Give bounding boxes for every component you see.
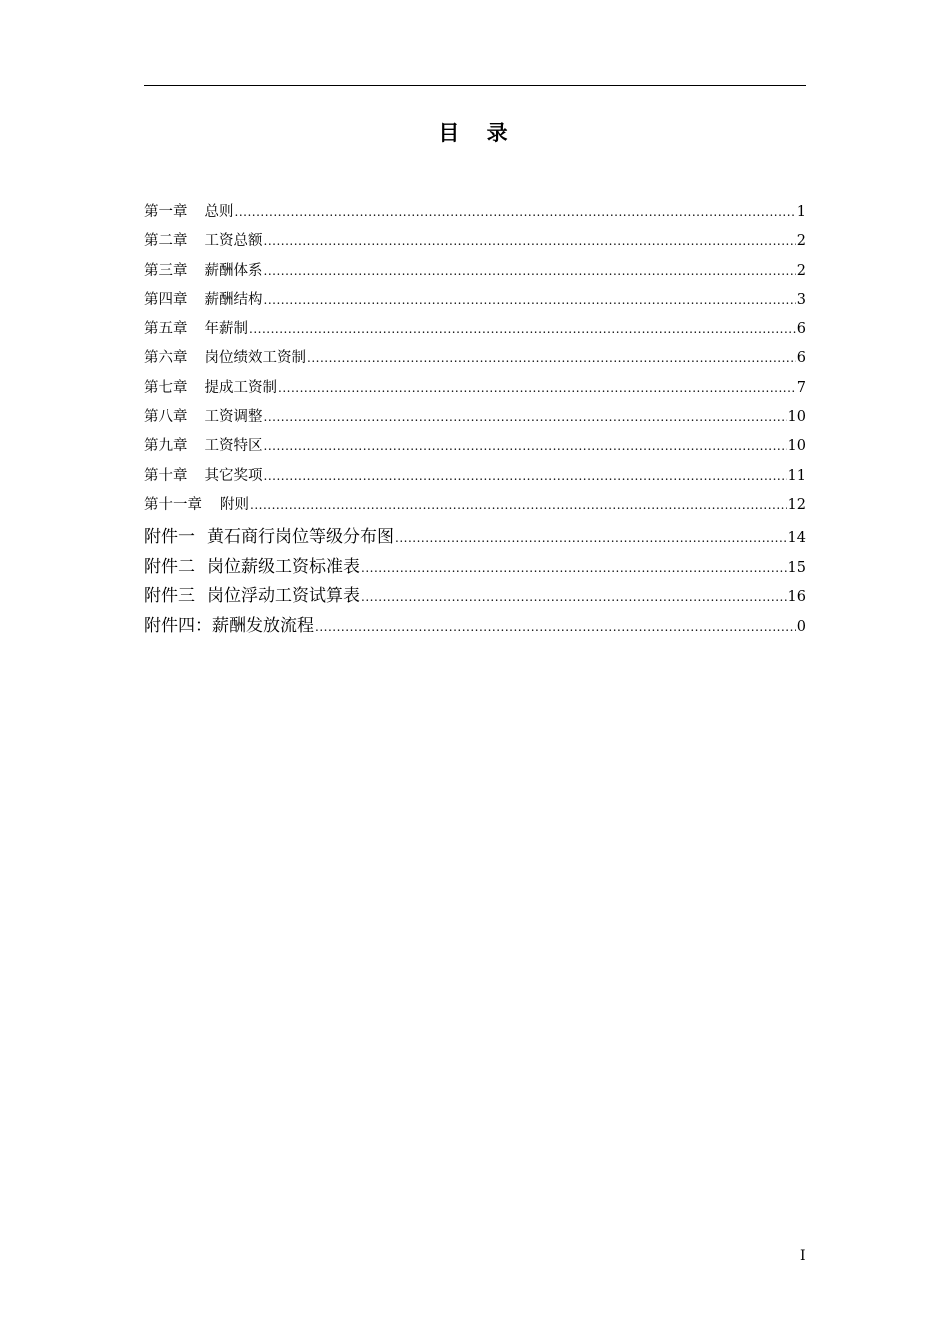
toc-entry[interactable] bbox=[144, 317, 806, 346]
toc-heading: 其它奖项 bbox=[204, 467, 263, 484]
toc-heading: 总则 bbox=[204, 204, 234, 220]
toc-dot-leader bbox=[235, 205, 796, 219]
toc-page-number: 1 bbox=[796, 204, 806, 220]
toc-chapter-label: 附件二 bbox=[144, 556, 195, 577]
toc-entry[interactable] bbox=[144, 434, 806, 463]
toc-page-number: 6 bbox=[796, 350, 806, 367]
toc-chapter-label: 第五章 bbox=[144, 321, 188, 338]
header-rule bbox=[144, 85, 806, 86]
toc-entry[interactable] bbox=[144, 200, 806, 229]
toc-heading: 岗位浮动工资试算表 bbox=[207, 586, 360, 607]
toc-entry[interactable] bbox=[144, 346, 806, 375]
toc-page-number: 0 bbox=[796, 619, 806, 636]
toc-entry[interactable] bbox=[144, 259, 806, 288]
toc-dot-leader bbox=[315, 620, 796, 634]
toc-entry[interactable] bbox=[144, 611, 806, 641]
toc-title: 目 录 bbox=[438, 121, 518, 145]
toc-entry[interactable] bbox=[144, 581, 806, 611]
toc-dot-leader bbox=[361, 590, 787, 604]
toc-chapter-label: 第八章 bbox=[144, 409, 188, 426]
toc-heading: 工资特区 bbox=[204, 438, 263, 455]
toc-dot-leader bbox=[307, 351, 796, 365]
footer-page-number: I bbox=[800, 1248, 806, 1264]
toc-dot-leader bbox=[278, 381, 796, 395]
toc-list bbox=[144, 200, 806, 641]
toc-page-number: 2 bbox=[796, 262, 806, 279]
toc-heading: 薪酬发放流程 bbox=[212, 616, 314, 637]
toc-chapter-label: 第十章 bbox=[144, 467, 188, 484]
toc-dot-leader bbox=[264, 469, 787, 483]
toc-page-number: 11 bbox=[787, 467, 806, 484]
toc-page-number: 2 bbox=[796, 233, 806, 250]
toc-page-number: 16 bbox=[787, 589, 806, 606]
toc-page-number: 7 bbox=[796, 379, 806, 396]
toc-page-number: 6 bbox=[796, 321, 806, 338]
toc-dot-leader bbox=[361, 561, 787, 575]
toc-heading: 黄石商行岗位等级分布图 bbox=[207, 527, 394, 548]
toc-heading: 年薪制 bbox=[204, 321, 248, 338]
toc-chapter-label: 第一章 bbox=[144, 204, 188, 220]
toc-heading: 岗位薪级工资标准表 bbox=[207, 556, 360, 577]
toc-entry[interactable] bbox=[144, 405, 806, 434]
toc-page-number: 3 bbox=[796, 291, 806, 308]
toc-entry[interactable] bbox=[144, 229, 806, 258]
toc-chapter-label: 第十一章 bbox=[144, 496, 202, 513]
toc-dot-leader bbox=[249, 322, 796, 336]
toc-chapter-label: 附件三 bbox=[144, 586, 195, 607]
toc-chapter-label: 第四章 bbox=[144, 291, 188, 308]
toc-entry[interactable] bbox=[144, 552, 806, 582]
toc-entry[interactable] bbox=[144, 288, 806, 317]
toc-dot-leader bbox=[264, 439, 787, 453]
toc-chapter-label: 第三章 bbox=[144, 262, 188, 279]
toc-heading: 附则 bbox=[220, 496, 249, 513]
toc-dot-leader bbox=[264, 293, 796, 307]
toc-chapter-label: 附件四： bbox=[144, 616, 212, 637]
toc-chapter-label: 第二章 bbox=[144, 233, 188, 250]
toc-entry[interactable] bbox=[144, 376, 806, 405]
toc-dot-leader bbox=[264, 234, 796, 248]
toc-chapter-label: 第九章 bbox=[144, 438, 188, 455]
toc-heading: 工资总额 bbox=[204, 233, 263, 250]
toc-entry[interactable] bbox=[144, 464, 806, 493]
toc-heading: 薪酬体系 bbox=[204, 262, 263, 279]
toc-heading: 提成工资制 bbox=[204, 379, 277, 396]
toc-dot-leader bbox=[264, 410, 787, 424]
toc-heading: 工资调整 bbox=[204, 409, 263, 426]
toc-entry[interactable] bbox=[144, 522, 806, 552]
toc-chapter-label: 第七章 bbox=[144, 379, 188, 396]
toc-page-number: 10 bbox=[787, 438, 806, 455]
toc-heading: 薪酬结构 bbox=[204, 291, 263, 308]
toc-page-number: 12 bbox=[787, 496, 806, 513]
toc-dot-leader bbox=[264, 264, 796, 278]
toc-heading: 岗位绩效工资制 bbox=[204, 350, 306, 367]
toc-entry[interactable] bbox=[144, 493, 806, 522]
toc-page-number: 15 bbox=[787, 559, 806, 576]
toc-dot-leader bbox=[250, 498, 787, 512]
toc-page-number: 10 bbox=[787, 409, 806, 426]
toc-chapter-label: 第六章 bbox=[144, 350, 188, 367]
toc-dot-leader bbox=[395, 531, 787, 545]
toc-page-number: 14 bbox=[787, 530, 806, 547]
toc-chapter-label: 附件一 bbox=[144, 527, 195, 548]
